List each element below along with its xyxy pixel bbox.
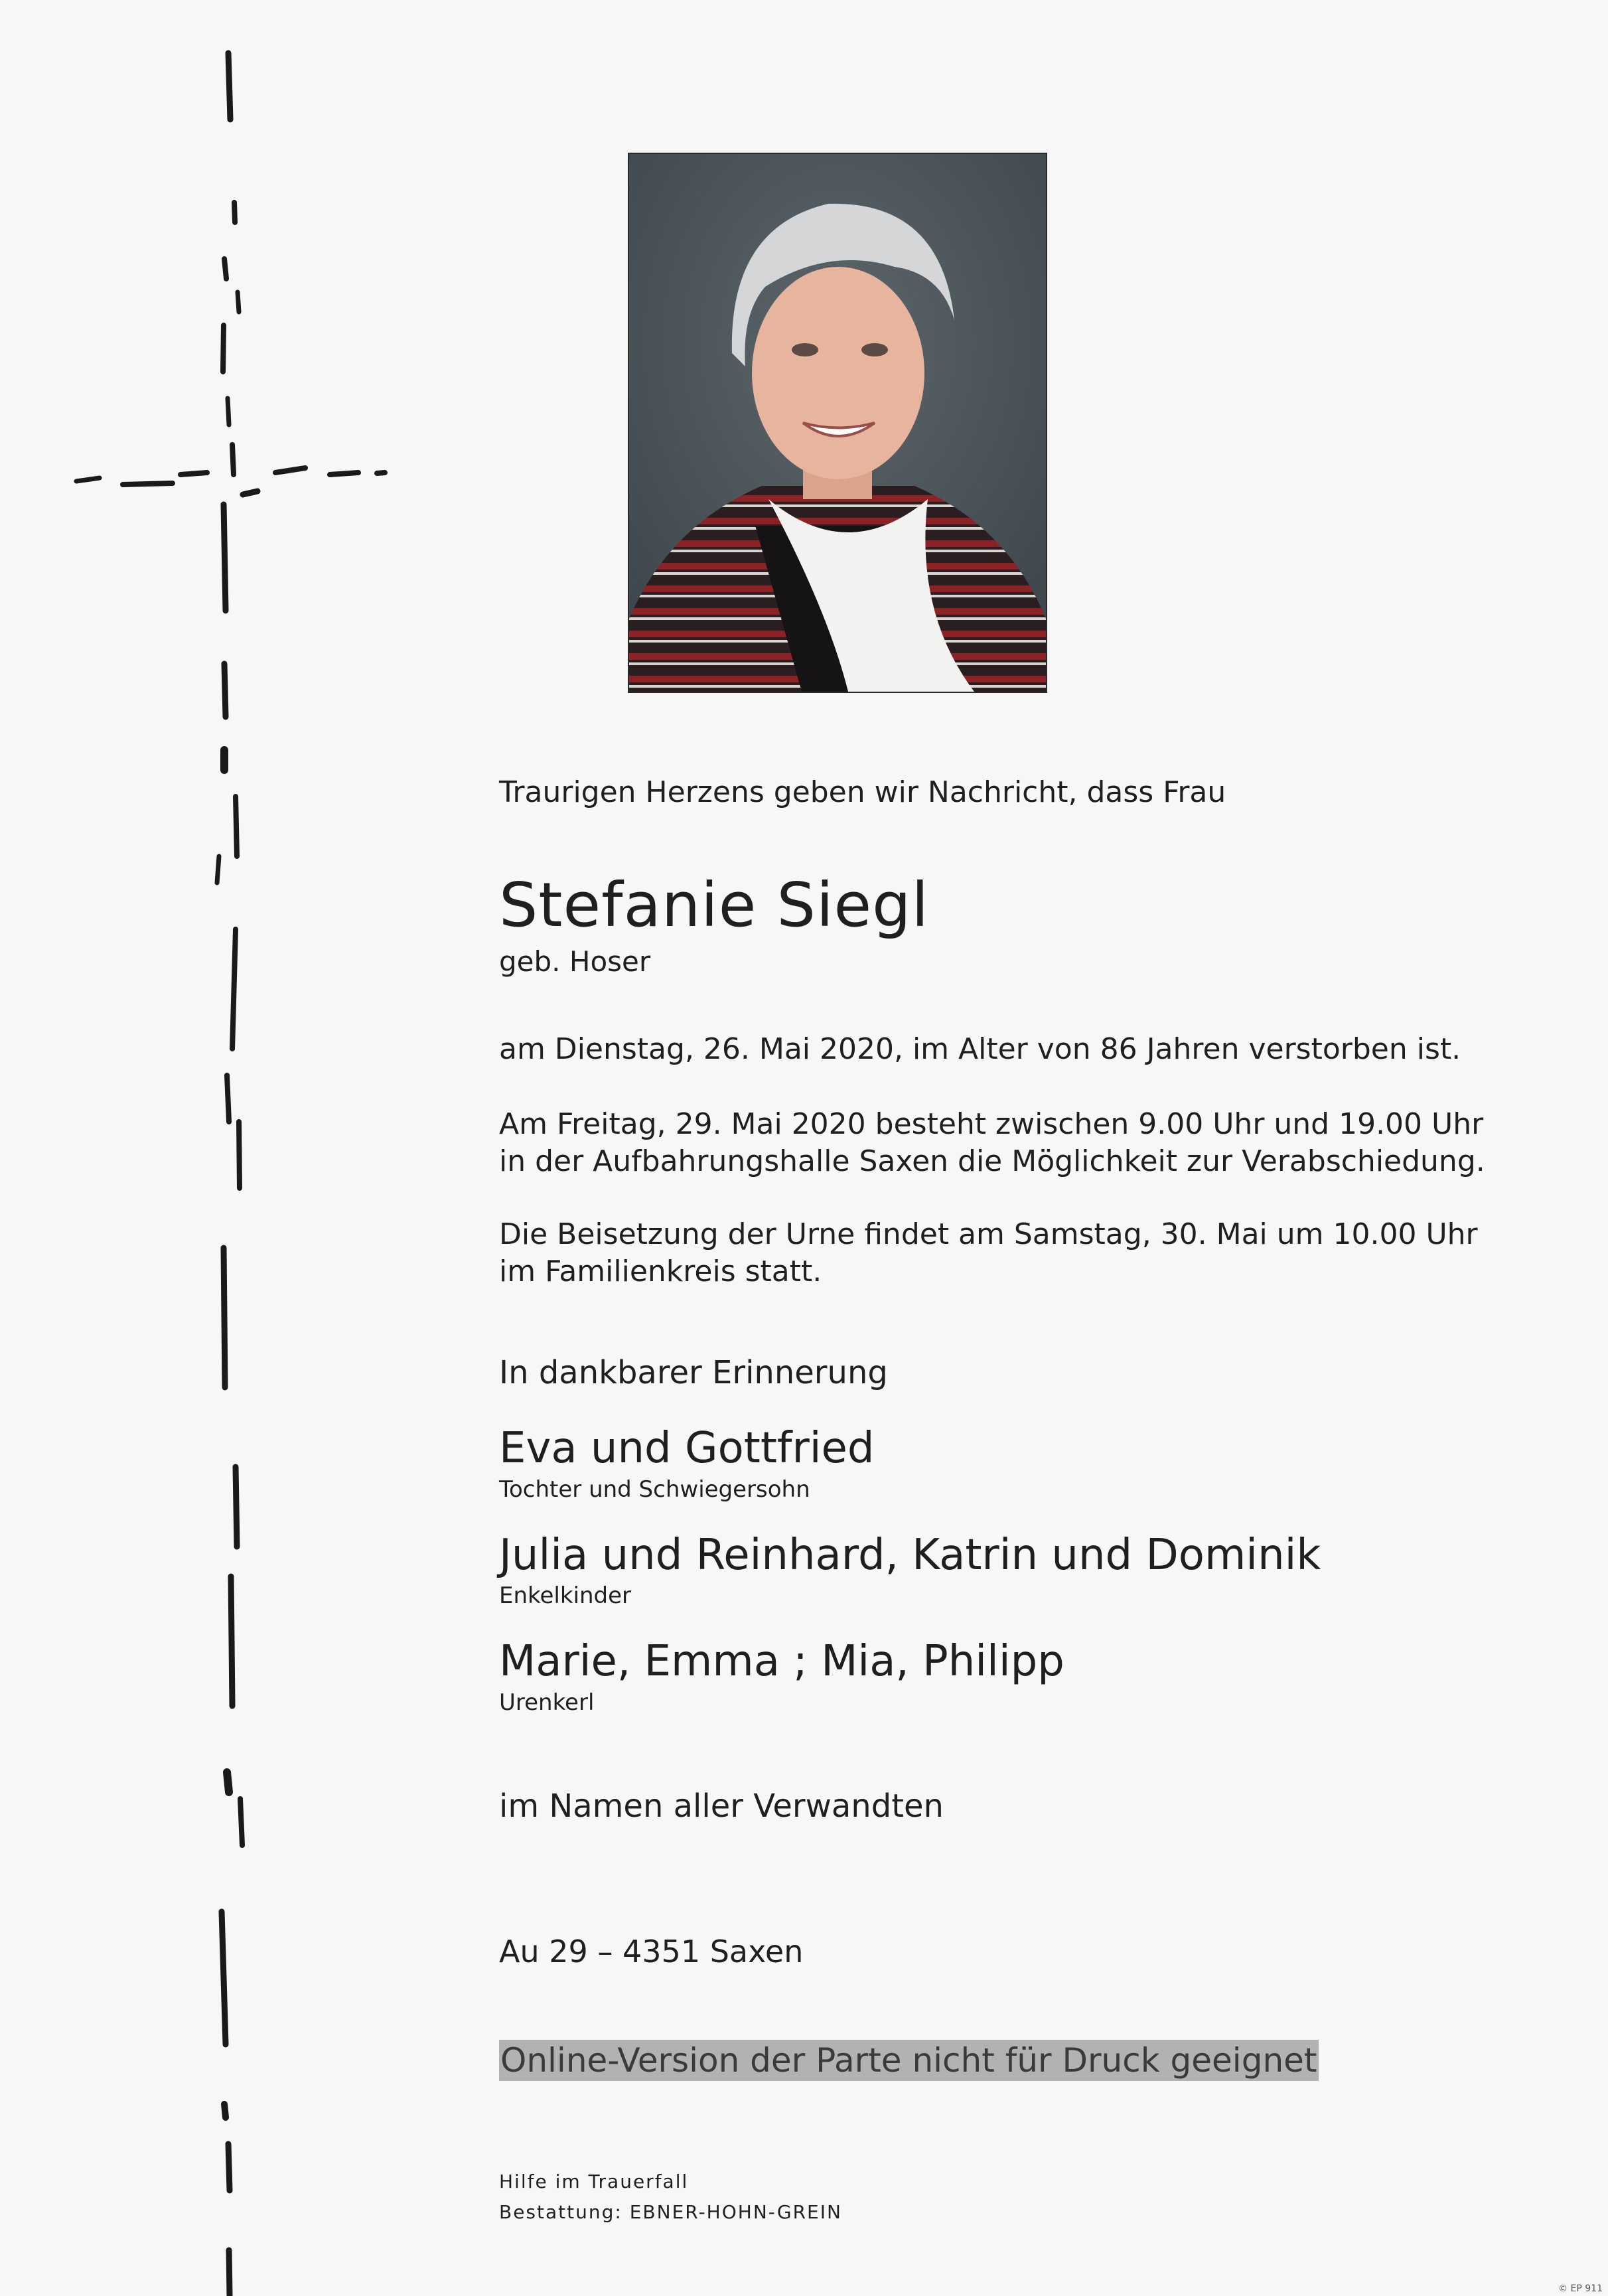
memory-heading: In dankbarer Erinnerung — [499, 1354, 888, 1391]
burial-line: im Familienkreis statt. — [499, 1255, 822, 1288]
family-relation: Tochter und Schwiegersohn — [499, 1476, 810, 1503]
burial-line: Die Beisetzung der Urne findet am Samstag, 30. Mai um 10.00 Uhr — [499, 1217, 1478, 1251]
family-names: Julia und Reinhard, Katrin und Dominik — [499, 1531, 1321, 1580]
relatives-line: im Namen aller Verwandten — [499, 1788, 944, 1825]
help-line: Hilfe im Trauerfall — [499, 2171, 689, 2192]
wake-paragraph — [499, 1106, 1485, 1180]
family-names: Eva und Gottfried — [499, 1424, 875, 1473]
deceased-name: Stefanie Siegl — [499, 870, 930, 941]
online-version-notice: Online-Version der Parte nicht für Druck geeignet — [500, 2041, 1317, 2080]
birth-name: geb. Hoser — [499, 945, 651, 978]
wake-line: in der Aufbahrungshalle Saxen die Möglichkeit zur Verabschiedung. — [499, 1144, 1485, 1178]
family-relation: Enkelkinder — [499, 1582, 632, 1609]
family-names: Marie, Emma ; Mia, Philipp — [499, 1637, 1064, 1686]
undertaker-line: Bestattung: EBNER-HOHN-GREIN — [499, 2201, 842, 2223]
copyright-mark: © EP 911 — [1558, 2283, 1603, 2294]
wake-line: Am Freitag, 29. Mai 2020 besteht zwischen 9.00 Uhr und 19.00 Uhr — [499, 1107, 1484, 1141]
intro-text: Traurigen Herzens geben wir Nachricht, dass Frau — [499, 775, 1226, 809]
family-relation: Urenkerl — [499, 1689, 595, 1716]
burial-paragraph — [499, 1216, 1478, 1290]
death-notice: am Dienstag, 26. Mai 2020, im Alter von 86 Jahren verstorben ist. — [499, 1032, 1461, 1066]
portrait-photo — [628, 153, 1047, 693]
address: Au 29 – 4351 Saxen — [499, 1934, 804, 1969]
dashed-cross-icon — [0, 0, 411, 2296]
